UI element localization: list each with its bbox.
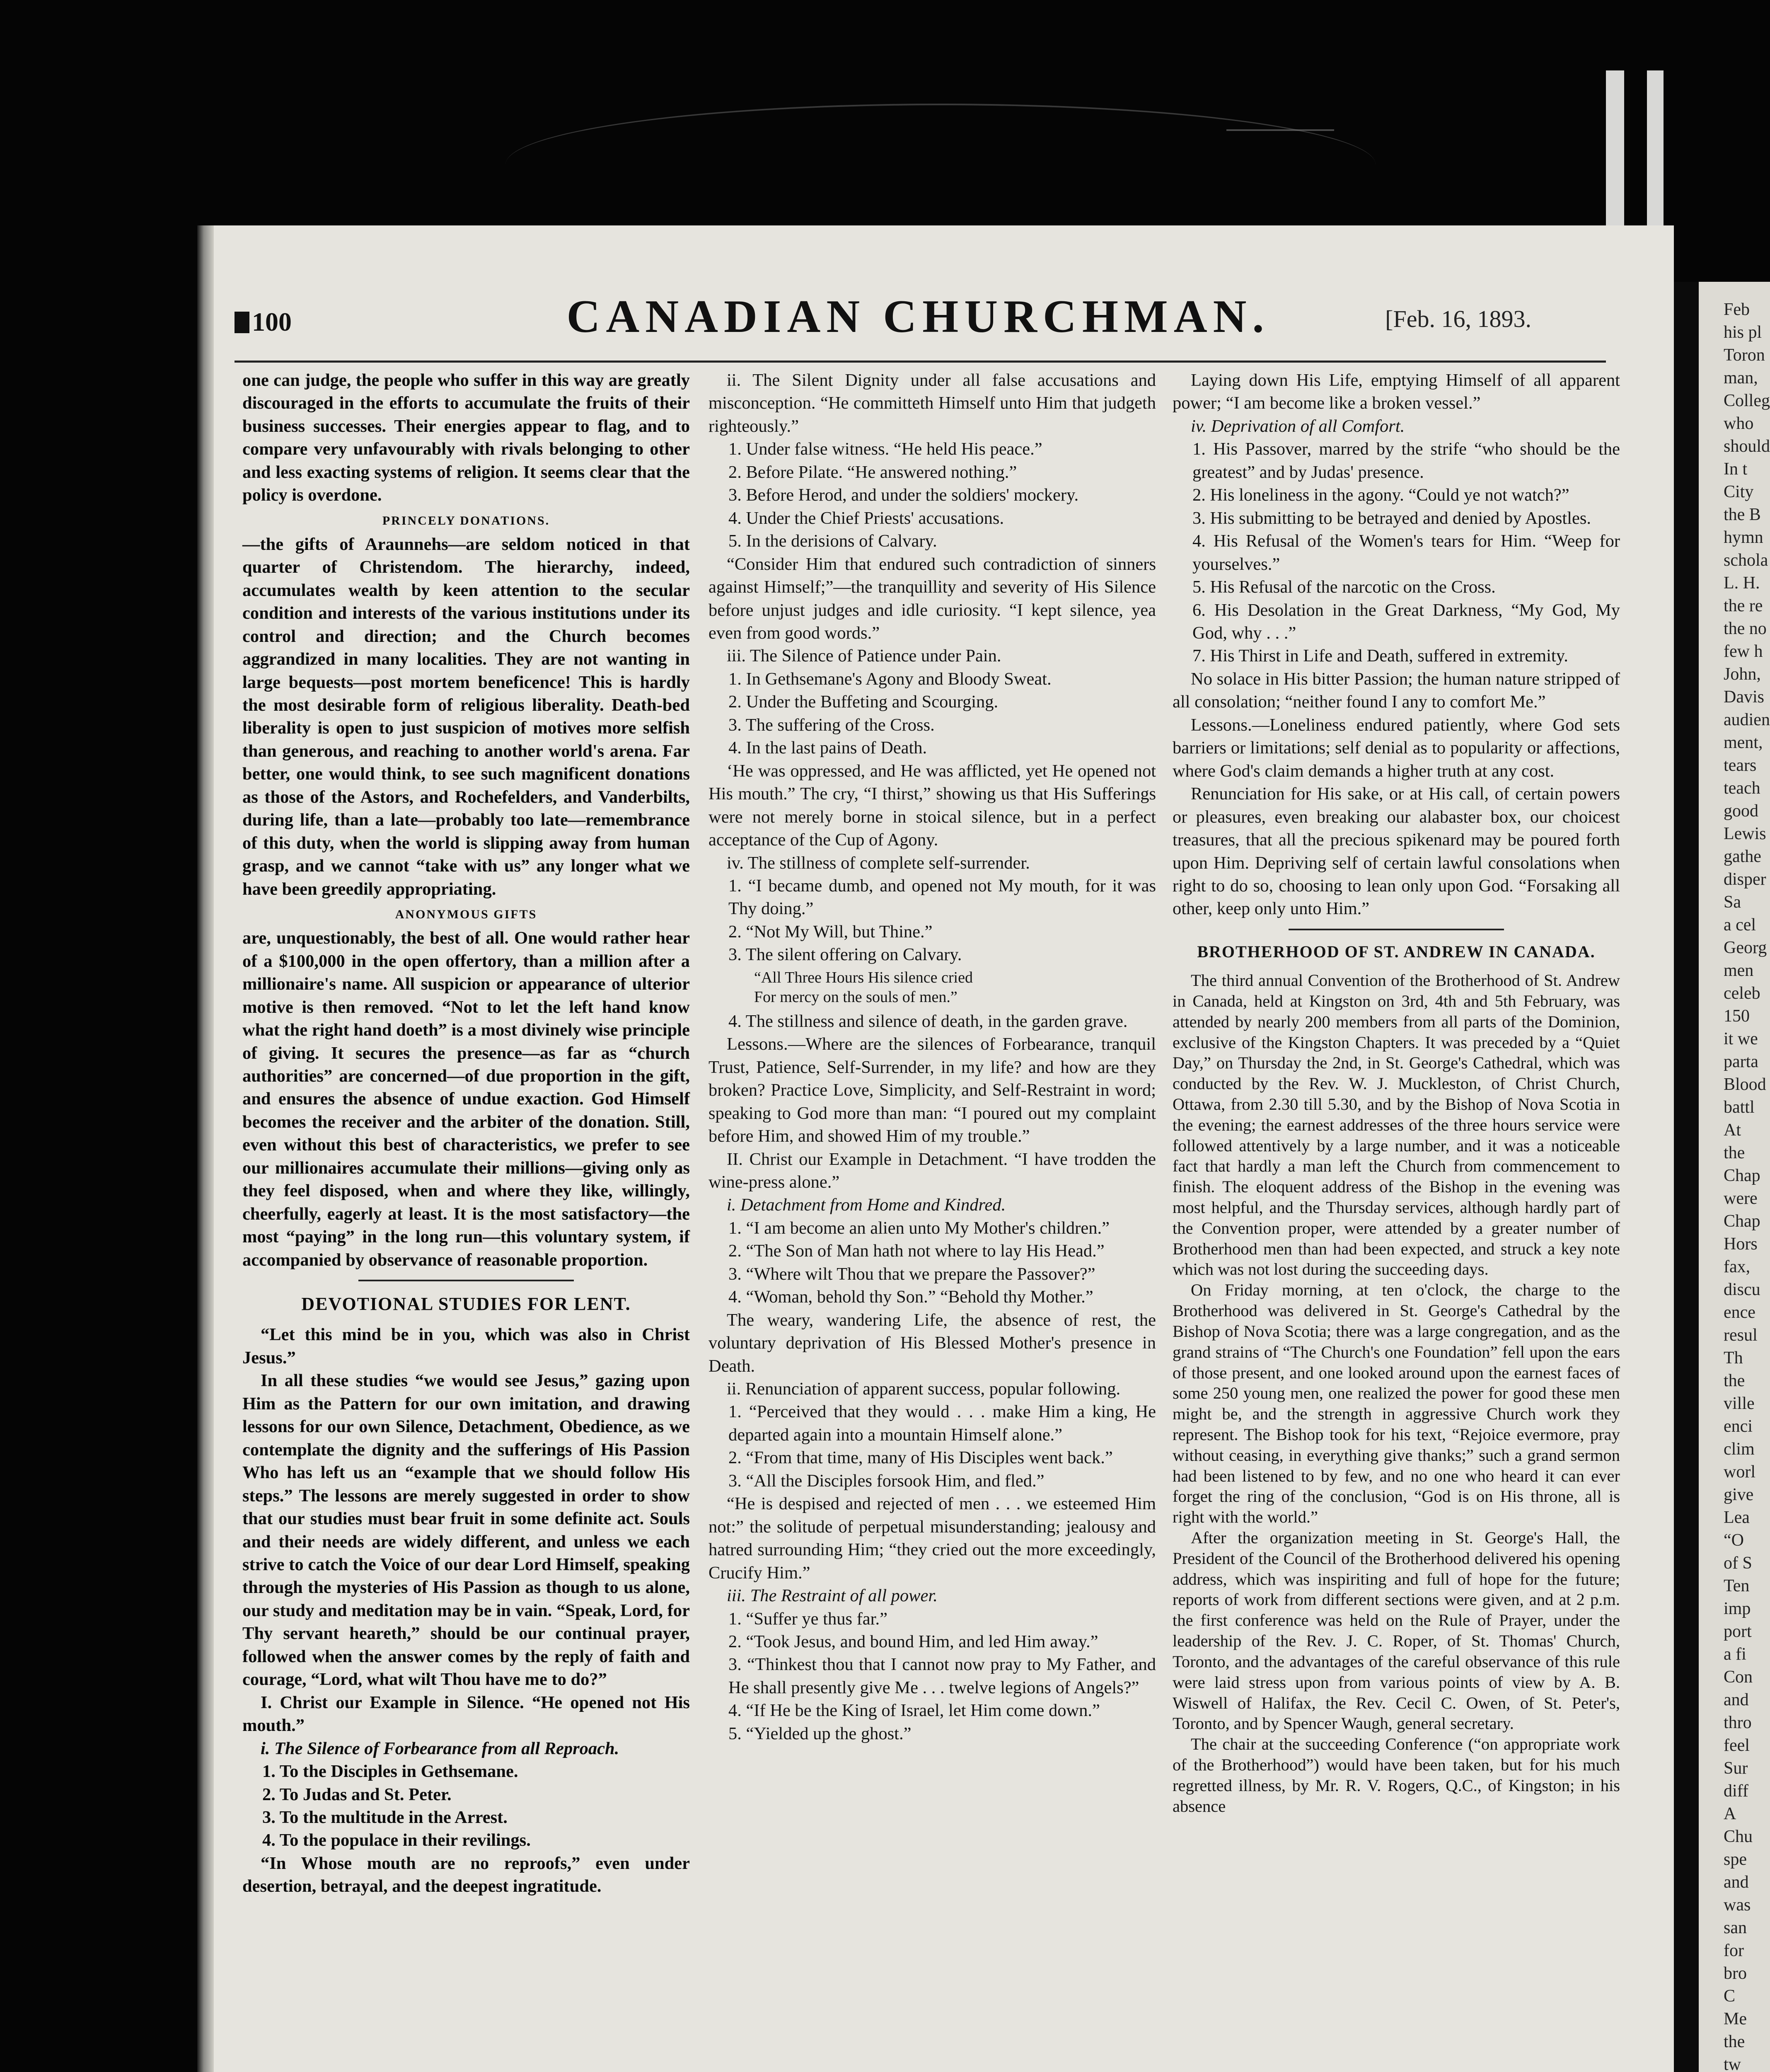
- adjacent-page-line: tw: [1724, 2055, 1741, 2072]
- adjacent-page-line: Th: [1724, 1348, 1743, 1368]
- paragraph: i. Detachment from Home and Kindred.: [727, 1195, 1006, 1215]
- paragraph: II. Christ our Example in Detachment. “I have trodden the wine-press alone.”: [708, 1149, 1156, 1192]
- adjacent-page-line: thro: [1724, 1713, 1752, 1732]
- paragraph: The weary, wandering Life, the absence of rest, the voluntary deprivation of His Blessed Mother's presence in Death.: [708, 1310, 1156, 1376]
- paragraph: iii. The Restraint of all power.: [727, 1586, 938, 1606]
- adjacent-page-line: and: [1724, 1690, 1749, 1709]
- adjacent-page-line: audien: [1724, 710, 1770, 729]
- adjacent-page-line: Davis: [1724, 687, 1764, 707]
- adjacent-page-line: men: [1724, 961, 1754, 980]
- paragraph: On Friday morning, at ten o'clock, the charge to the Brotherhood was delivered in St. George's Cathedral by the Bishop of Nova Scotia; there was a large congregation, and as the grand strains of “The Church's one Foundation” fell upon the ears of those present, and one looked around upon the earnest faces of some 250 young men, one realized the power for good these men might be, and the strength in aggressive Church work they represent. The Bishop took for his text, “Rejoice evermore, pray without ceasing, in everything give thanks;” such a grand sermon had been listened to by few, and no one who heard it can ever forget the ring of the conclusion, “God is on His throne, all is right with the world.”: [1173, 1280, 1620, 1527]
- adjacent-page: [1674, 282, 1770, 2072]
- adjacent-page-line: spe: [1724, 1850, 1747, 1869]
- adjacent-page-line: gathe: [1724, 847, 1761, 866]
- adjacent-page-line: imp: [1724, 1599, 1751, 1618]
- adjacent-page-line: Toron: [1724, 346, 1765, 365]
- adjacent-page-line: Con: [1724, 1668, 1753, 1687]
- adjacent-page-line: Georg: [1724, 938, 1767, 957]
- paragraph: Laying down His Life, emptying Himself of all apparent power; “I am become like a broken vessel.”: [1173, 370, 1620, 413]
- adjacent-page-line: City: [1724, 482, 1754, 501]
- adjacent-page-line: the re: [1724, 596, 1763, 615]
- adjacent-page-line: Chu: [1724, 1827, 1753, 1846]
- section-divider: [1289, 929, 1504, 930]
- list-item: 2. To Judas and St. Peter.: [262, 1784, 452, 1804]
- adjacent-page-line: clim: [1724, 1440, 1755, 1459]
- adjacent-page-line: Chap: [1724, 1212, 1760, 1231]
- paragraph: I. Christ our Example in Silence. “He opened not His mouth.”: [242, 1692, 690, 1736]
- list-item: 3. To the multitude in the Arrest.: [262, 1807, 508, 1827]
- adjacent-page-line: enci: [1724, 1417, 1753, 1436]
- paragraph: ii. Renunciation of apparent success, popular following.: [727, 1379, 1121, 1399]
- paragraph: Renunciation for His sake, or at His call, of certain powers or pleasures, even breaking our alabaster box, our choicest treasures, that all the precious spikenard may be poured forth upon Him. Depriving self of certain lawful consolations when right to do so, choosing to lean only upon God. “Forsaking all other, keep only unto Him.”: [1173, 784, 1620, 919]
- adjacent-page-line: were: [1724, 1189, 1758, 1208]
- adjacent-page-line: of S: [1724, 1554, 1752, 1573]
- adjacent-page-line: L. H.: [1724, 574, 1760, 593]
- paragraph: No solace in His bitter Passion; the human nature stripped of all consolation; “neither found I any to comfort Me.”: [1173, 669, 1620, 712]
- paragraph: iv. Deprivation of all Comfort.: [1191, 416, 1405, 436]
- adjacent-page-line: port: [1724, 1622, 1752, 1641]
- page-header: [235, 290, 1602, 356]
- article-heading: DEVOTIONAL STUDIES FOR LENT.: [301, 1294, 631, 1314]
- list-item: 5. “Yielded up the ghost.”: [728, 1723, 912, 1743]
- list-item: 2. “The Son of Man hath not where to lay His Head.”: [728, 1241, 1105, 1261]
- column-3: [1173, 369, 1620, 1816]
- list-item: 4. To the populace in their revilings.: [262, 1830, 531, 1850]
- adjacent-page-line: Ten: [1724, 1576, 1750, 1595]
- adjacent-page-line: schola: [1724, 551, 1768, 570]
- adjacent-page-line: man,: [1724, 368, 1758, 387]
- list-item: 6. His Desolation in the Great Darkness, “My God, My God, why . . .”: [1192, 600, 1620, 643]
- list-item: 3. “Where wilt Thou that we prepare the Passover?”: [728, 1264, 1095, 1284]
- column-1: [242, 369, 690, 1898]
- adjacent-page-line: tears: [1724, 756, 1757, 775]
- adjacent-page-line: feel: [1724, 1736, 1750, 1755]
- epigraph: “Let this mind be in you, which was also in Christ Jesus.”: [242, 1325, 690, 1368]
- paragraph: iv. The stillness of complete self-surrender.: [727, 853, 1030, 873]
- adjacent-page-line: Blood: [1724, 1075, 1766, 1094]
- verse: [708, 968, 1156, 1007]
- adjacent-page-line: Hors: [1724, 1234, 1758, 1254]
- dateline: [Feb. 16, 1893.: [1385, 305, 1531, 332]
- adjacent-page-line: 150: [1724, 1007, 1750, 1026]
- adjacent-page-line: Feb: [1724, 300, 1750, 319]
- adjacent-page-line: ence: [1724, 1303, 1755, 1322]
- page-curl-shadow: [505, 104, 1376, 225]
- paragraph: After the organization meeting in St. George's Hall, the President of the Council of the Brotherhood delivered his opening address, which was inspiriting and full of hope for the future; reports of work from different sections were given, and at 2 p.m. the first conference was held on the Rule of Prayer, under the leadership of the Rev. J. C. Roper, of St. Thomas' Church, Toronto, and the advantages of the careful observance of this rule were laid stress upon from various points of view by A. B. Wiswell of Halifax, the Rev. Cecil C. Owen, of St. Peter's, Toronto, and by Spencer Waugh, general secretary.: [1173, 1528, 1620, 1733]
- adjacent-page-line: Chap: [1724, 1166, 1760, 1185]
- list-item: 5. His Refusal of the narcotic on the Cross.: [1192, 577, 1496, 597]
- adjacent-page-line: a cel: [1724, 915, 1756, 934]
- adjacent-page-line: was: [1724, 1895, 1751, 1915]
- list-item: 2. “Took Jesus, and bound Him, and led Him away.”: [728, 1632, 1098, 1652]
- adjacent-page-line: resul: [1724, 1326, 1758, 1345]
- paragraph: ii. The Silent Dignity under all false accusations and misconception. “He committeth Himself unto Him that judgeth righteously.”: [708, 370, 1156, 436]
- adjacent-page-line: the: [1724, 1143, 1745, 1162]
- list-item: 2. His loneliness in the agony. “Could ye not watch?”: [1192, 485, 1569, 505]
- paragraph: i. The Silence of Forbearance from all Reproach.: [261, 1738, 619, 1758]
- adjacent-page-line: give: [1724, 1485, 1754, 1504]
- paragraph: The third annual Convention of the Brotherhood of St. Andrew in Canada, held at Kingston on 3rd, 4th and 5th February, was attended by nearly 200 members from all parts of the Dominion, exclusive of the Kingston Chapters. It was preceded by a “Quiet Day,” on Thursday the 2nd, in St. George's Cathedral, which was conducted by the Rev. W. J. Muckleston, of Christ Church, Ottawa, from 2.30 till 5.30, and by the Bishop of Nova Scotia in the evening; the earnest addresses of the three hours service were followed attentively by a large number, and it was a noticeable fact that hardly a man left the Church from commencement to finish. The eloquent address of the Bishop in the evening was most helpful, and the Thursday services, although hardly part of the Convention proper, were attended by a greater number of Brotherhood men than had been expected, and struck a key note which was not lost during the succeeding days.: [1173, 971, 1620, 1279]
- verse-line: For mercy on the souls of men.”: [754, 988, 958, 1006]
- section-divider: [358, 1280, 574, 1281]
- list-item: 3. “All the Disciples forsook Him, and fled.”: [728, 1471, 1045, 1491]
- adjacent-page-line: “O: [1724, 1531, 1744, 1550]
- adjacent-page-line: it we: [1724, 1029, 1758, 1048]
- verse-line: “All Three Hours His silence cried: [754, 968, 973, 986]
- masthead-title: CANADIAN CHURCHMAN.: [566, 291, 1270, 342]
- adjacent-page-text: [1724, 298, 1770, 2072]
- adjacent-page-line: for: [1724, 1941, 1744, 1960]
- list-item: 1. “Suffer ye thus far.”: [728, 1609, 887, 1629]
- paragraph: “He is despised and rejected of men . . . we esteemed Him not:” the solitude of perpetual misunderstanding; jealousy and hatred surrounding Him; “they cried out the more exceedingly, Crucify Him.”: [708, 1494, 1156, 1583]
- list-item: 1. “Perceived that they would . . . make Him a king, He departed again into a mountain Himself alone.”: [728, 1402, 1156, 1445]
- list-item: 3. Before Herod, and under the soldiers' mockery.: [728, 485, 1079, 505]
- list-item: 3. “Thinkest thou that I cannot now pray to My Father, and He shall presently give Me . . . twelve legions of Angels?”: [728, 1655, 1156, 1697]
- adjacent-page-line: Sur: [1724, 1759, 1748, 1778]
- adjacent-page-line: Lea: [1724, 1508, 1750, 1527]
- paragraph: In all these studies “we would see Jesus,” gazing upon Him as the Pattern for our own imitation, and drawing lessons for our own Silence, Detachment, Obedience, as we contemplate the dignity and the sufferings of His Passion Who has left us an “example that we should follow His steps.” The lessons are merely suggested in order to show that our studies must bear fruit in some definite act. Souls and their needs are widely different, and unless we each strive to catch the Voice of our dear Lord Himself, speaking through the mysteries of His Passion as though to us alone, our study and meditation may be in vain. “Speak, Lord, for Thy servant heareth,” should be our continual prayer, followed when the answer comes by the reply of faith and courage, “Lord, what wilt Thou have me to do?”: [242, 1371, 690, 1690]
- list-item: 1. Under false witness. “He held His peace.”: [728, 439, 1042, 459]
- page-number: 100: [235, 307, 292, 337]
- adjacent-page-line: C: [1724, 1987, 1736, 2006]
- adjacent-page-line: bro: [1724, 1964, 1747, 1983]
- adjacent-page-line: Me: [1724, 2009, 1747, 2028]
- adjacent-page-line: teach: [1724, 779, 1760, 798]
- adjacent-page-line: Sa: [1724, 893, 1741, 912]
- list-item: 2. “From that time, many of His Disciples went back.”: [728, 1448, 1113, 1468]
- paragraph: —the gifts of Araunnehs—are seldom noticed in that quarter of Christendom. The hierarchy, indeed, accumulates wealth by keen attention to the secular condition and interests of the various institutions under its control and direction; and the Church becomes aggrandized in many localities. They are not wanting in large bequests—post mortem beneficence! This is hardly the most desirable form of religious liberality. Death-bed liberality is open to just suspicion of motives more selfish than generous, and reaching to another world's arena. Far better, one would think, to see such magnificent donations as those of the Astors, and Rochefelders, and Vanderbilts, during life, than a late—probably too late—remembrance of this duty, when the world is slipping away from human grasp, and we cannot “take with us” any longer what we have been greedily appropriating.: [242, 534, 690, 899]
- list-item: 1. “I became dumb, and opened not My mouth, for it was Thy doing.”: [728, 876, 1156, 919]
- list-item: 4. His Refusal of the Women's tears for Him. “Weep for yourselves.”: [1192, 531, 1620, 574]
- adjacent-page-line: hymn: [1724, 528, 1763, 547]
- adjacent-page-line: san: [1724, 1918, 1747, 1937]
- list-item: 1. His Passover, marred by the strife “who should be the greatest” and by Judas' presence.: [1192, 439, 1620, 482]
- list-item: 4. Under the Chief Priests' accusations.: [728, 508, 1004, 528]
- list-item: 3. His submitting to be betrayed and denied by Apostles.: [1192, 508, 1591, 528]
- list-item: 2. Before Pilate. “He answered nothing.”: [728, 462, 1017, 482]
- adjacent-page-line: good: [1724, 801, 1758, 821]
- adjacent-page-line: parta: [1724, 1052, 1758, 1071]
- list-item: 2. “Not My Will, but Thine.”: [728, 922, 933, 942]
- paragraph: ‘He was oppressed, and He was afflicted, yet He opened not His mouth.” The cry, “I thirst,” showing us that His Sufferings were not merely borne in stoical silence, but in a perfect acceptance of the Cup of Agony.: [708, 761, 1156, 850]
- paragraph: Lessons.—Where are the silences of Forbearance, tranquil Trust, Patience, Self-Surrender, in my life? and how are they broken? Practice Love, Simplicity, and Self-Restraint in word; speaking to God more than man: “I poured out my complaint before Him, and showed Him of my trouble.”: [708, 1034, 1156, 1146]
- adjacent-page-line: diff: [1724, 1782, 1748, 1801]
- list-item: 7. His Thirst in Life and Death, suffered in extremity.: [1192, 646, 1568, 666]
- paragraph: Lessons.—Loneliness endured patiently, where God sets barriers or limitations; self denial as to popularity or affections, where God's claim demands a higher truth at any cost.: [1173, 715, 1620, 781]
- adjacent-page-line: the: [1724, 1371, 1745, 1390]
- paragraph: are, unquestionably, the best of all. One would rather hear of a $100,000 in the open offertory, than a million after a millionaire's name. All suspicion or appearance of ulterior motive is then removed. “Not to let the left hand know what the right hand doeth” is a most divinely wise principle of giving. It secures the presence—as far as “church authorities” are concerned—of due proportion in the gift, and ensures the absence of undue exaction. God Himself becomes the receiver and the arbiter of the donation. Still, even without this best of characteristics, we prefer to see our millionaires accumulate their millions—giving only as they feel disposed, when and where they like, willingly, cheerfully, eagerly at least. It is the most satisfactory—the most “paying” in the long run—this voluntary system, if accompanied by observance of reasonable proportion.: [242, 928, 690, 1270]
- adjacent-page-line: Colleg: [1724, 391, 1770, 410]
- list-item: 2. Under the Buffeting and Scourging.: [728, 692, 999, 712]
- adjacent-page-line: worl: [1724, 1462, 1755, 1481]
- article-heading: BROTHERHOOD OF ST. ANDREW IN CANADA.: [1197, 942, 1596, 961]
- list-item: 3. The silent offering on Calvary.: [728, 945, 962, 965]
- paragraph: iii. The Silence of Patience under Pain.: [727, 646, 1001, 666]
- adjacent-page-line: celeb: [1724, 984, 1760, 1003]
- adjacent-page-line: John,: [1724, 665, 1761, 684]
- ink-mark: [1226, 129, 1334, 131]
- header-rule: [235, 361, 1606, 363]
- page-gutter: [197, 225, 214, 2072]
- adjacent-page-line: ville: [1724, 1394, 1755, 1413]
- subheading: ANONYMOUS GIFTS: [395, 908, 537, 922]
- adjacent-page-line: At: [1724, 1121, 1741, 1140]
- adjacent-page-line: Lewis: [1724, 824, 1766, 843]
- list-item: 4. “If He be the King of Israel, let Him come down.”: [728, 1701, 1100, 1721]
- list-item: 4. The stillness and silence of death, in the garden grave.: [728, 1011, 1128, 1031]
- list-item: 1. “I am become an alien unto My Mother's children.”: [728, 1218, 1110, 1238]
- article-body: [1173, 970, 1620, 1816]
- list-item: 1. To the Disciples in Gethsemane.: [262, 1762, 518, 1782]
- adjacent-page-line: a fi: [1724, 1645, 1746, 1664]
- subheading: PRINCELY DONATIONS.: [382, 513, 550, 528]
- list-item: 5. In the derisions of Calvary.: [728, 531, 937, 551]
- adjacent-page-line: should: [1724, 437, 1770, 456]
- adjacent-page-line: discu: [1724, 1280, 1760, 1299]
- adjacent-page-line: the no: [1724, 619, 1767, 638]
- adjacent-page-line: who: [1724, 414, 1754, 433]
- paragraph: “Consider Him that endured such contradiction of sinners against Himself;”—the tranquillity and severity of His Silence before unjust judges and idle curiosity. “I kept silence, yea even from good words.”: [708, 554, 1156, 643]
- paragraph: The chair at the succeeding Conference (“on appropriate work of the Brotherhood”) would have been taken, but for his much regretted illness, by Mr. R. V. Rogers, Q.C., of Kingston; in his absence: [1173, 1735, 1620, 1815]
- adjacent-page-line: few h: [1724, 642, 1763, 661]
- list-item: 1. In Gethsemane's Agony and Bloody Sweat.: [728, 669, 1052, 689]
- adjacent-page-line: fax,: [1724, 1257, 1751, 1276]
- list-item: 4. “Woman, behold thy Son.” “Behold thy Mother.”: [728, 1287, 1093, 1307]
- adjacent-page-line: disper: [1724, 870, 1766, 889]
- paragraph: “In Whose mouth are no reproofs,” even under desertion, betrayal, and the deepest ingratitude.: [242, 1853, 690, 1896]
- adjacent-page-line: and: [1724, 1873, 1749, 1892]
- adjacent-page-line: the B: [1724, 505, 1761, 524]
- adjacent-page-line: his pl: [1724, 323, 1762, 342]
- adjacent-page-line: ment,: [1724, 733, 1763, 752]
- adjacent-page-line: In t: [1724, 460, 1748, 479]
- adjacent-page-line: the: [1724, 2032, 1745, 2051]
- column-2: [708, 369, 1156, 1745]
- adjacent-page-line: A: [1724, 1804, 1736, 1823]
- paragraph: one can judge, the people who suffer in this way are greatly discouraged in the efforts to accumulate the fruits of their business successes. Their energies appear to flag, and to compare very unfavourably with rivals belonging to other and less exacting systems of religion. It seems clear that the policy is overdone.: [242, 370, 690, 505]
- adjacent-page-line: battl: [1724, 1098, 1755, 1117]
- list-item: 4. In the last pains of Death.: [728, 738, 927, 758]
- list-item: 3. The suffering of the Cross.: [728, 715, 935, 735]
